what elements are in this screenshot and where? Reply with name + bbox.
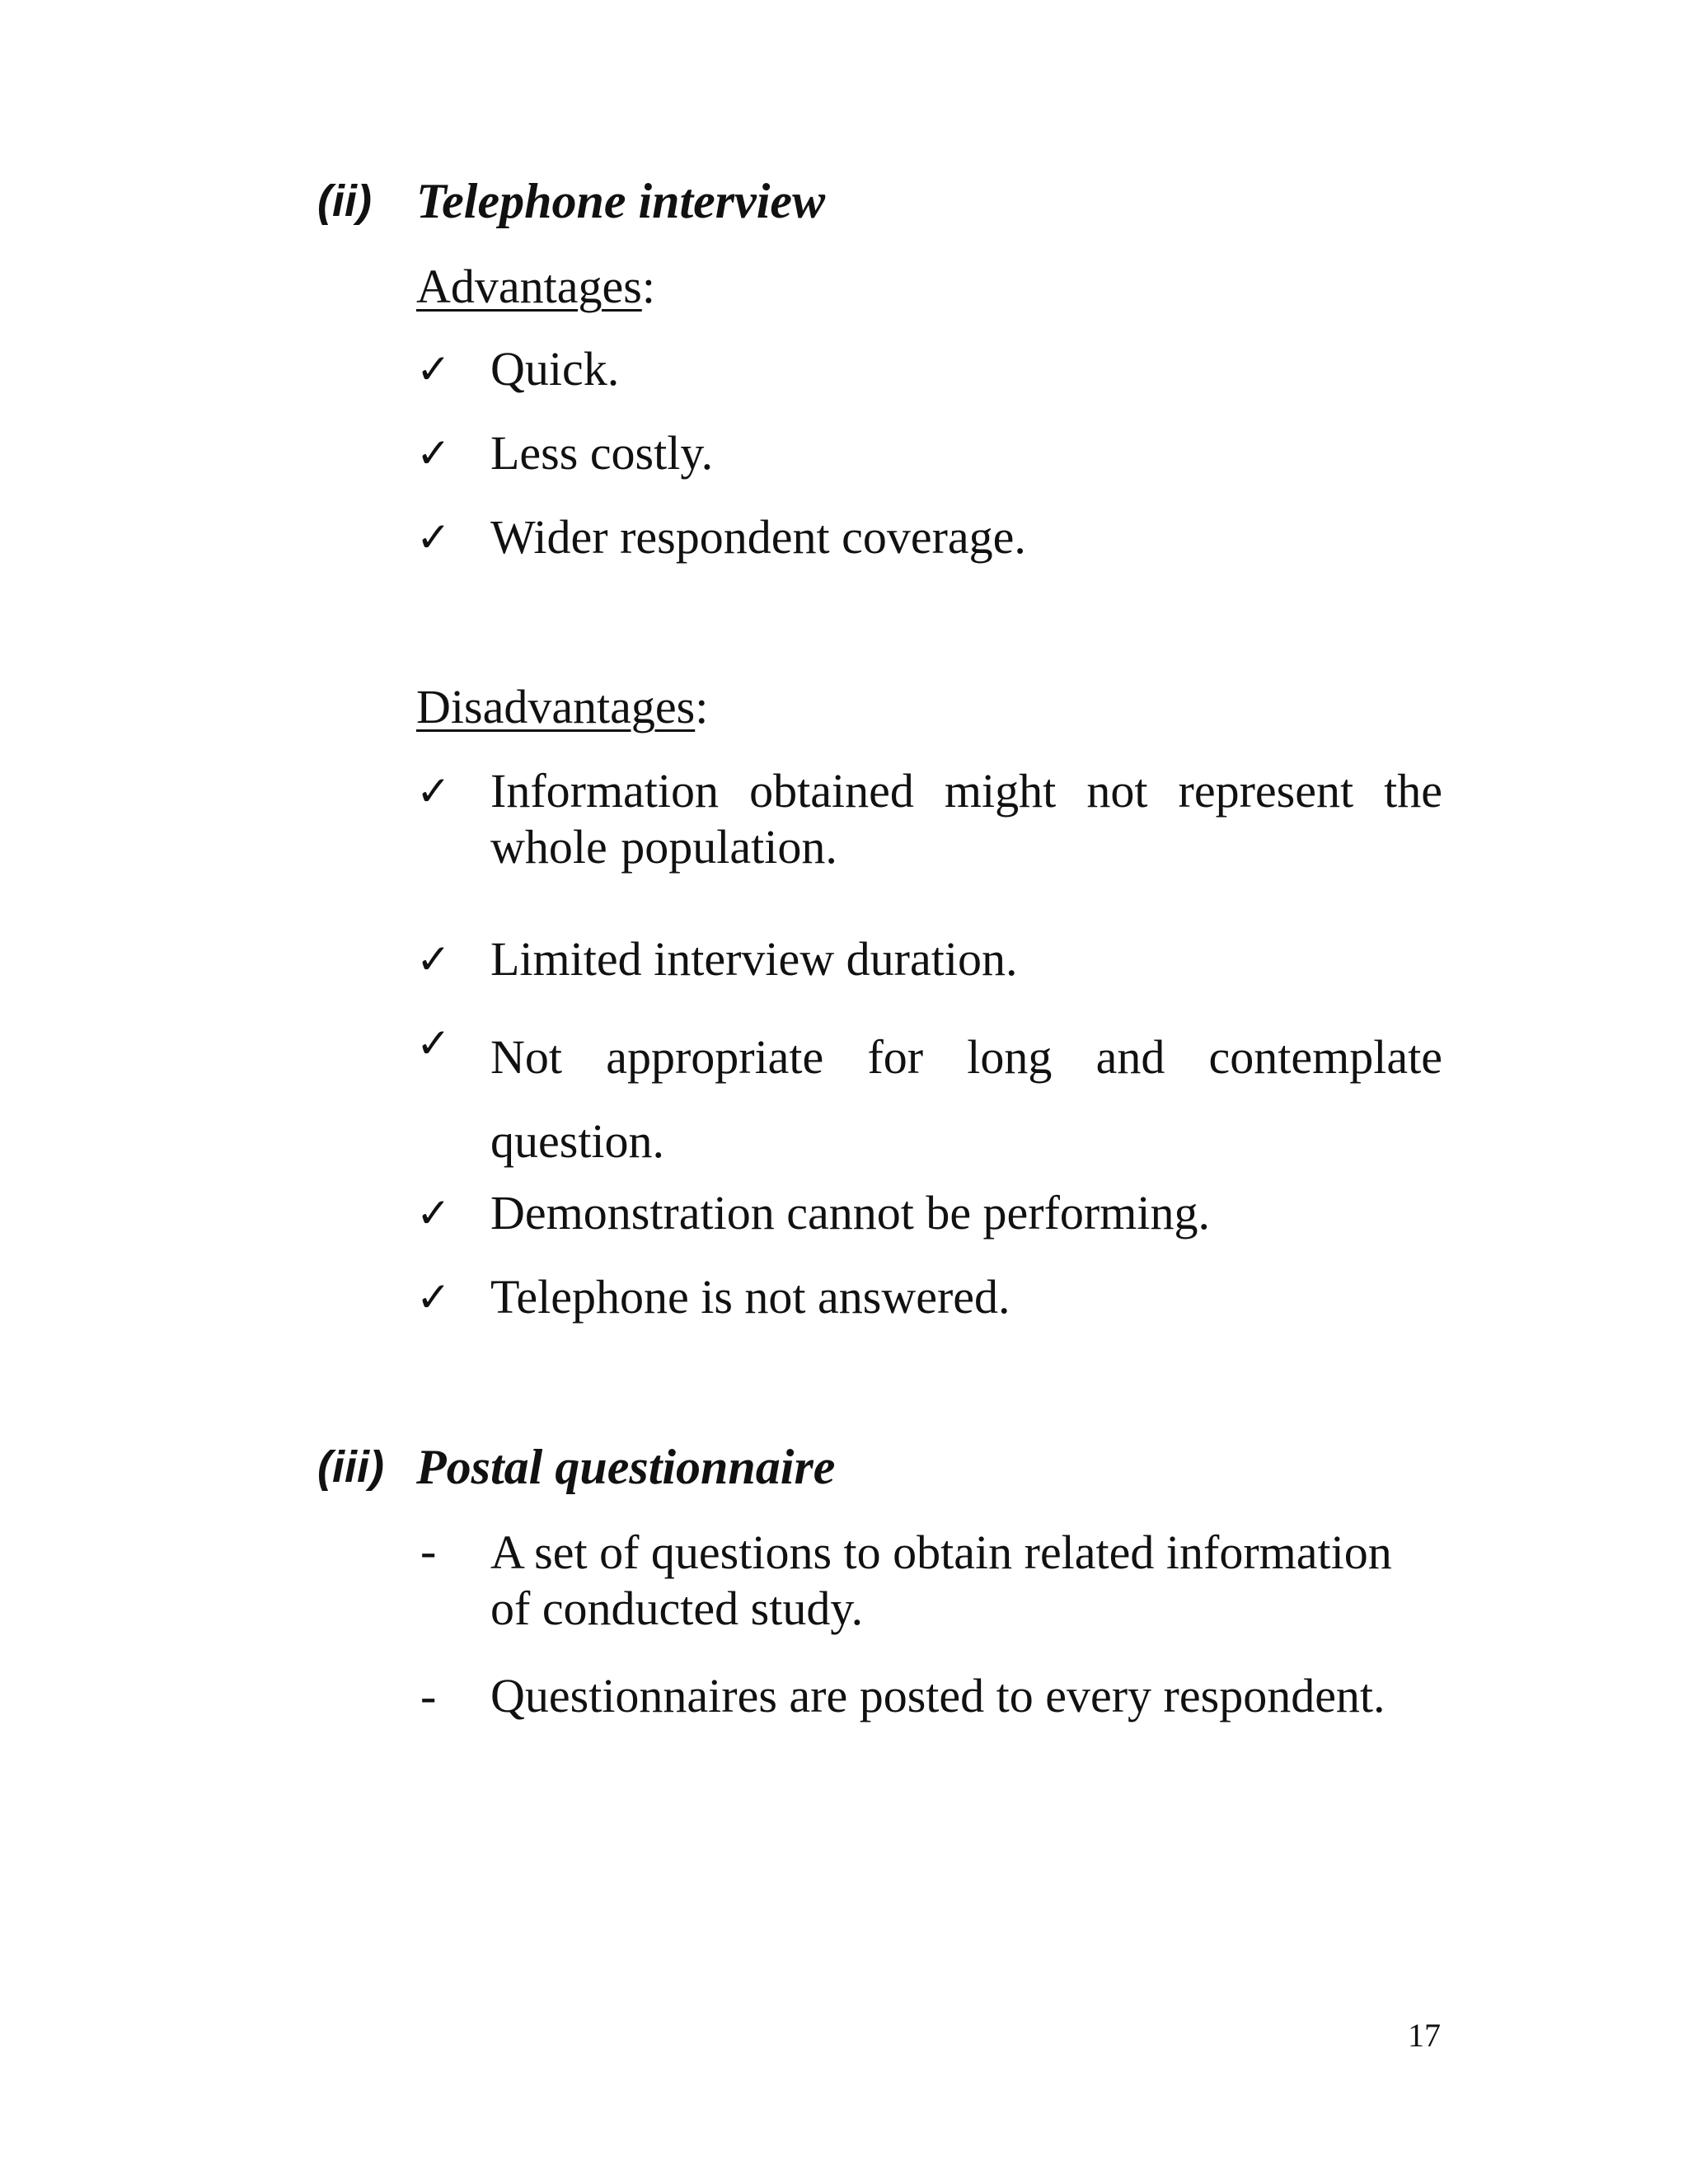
disadvantages-label: Disadvantages [416, 680, 696, 733]
disadvantage-item: Not appropriate for long and contemplate question. [490, 1030, 1442, 1168]
advantages-heading [416, 260, 655, 313]
check-icon: ✓ [416, 513, 451, 561]
disadvantage-item: Information obtained might not represent the whole population. [490, 764, 1442, 874]
page-number: 17 [1408, 2017, 1441, 2054]
advantage-item: Less costly. [490, 426, 714, 480]
check-icon: ✓ [416, 935, 451, 983]
disadvantage-item: Telephone is not answered. [490, 1270, 1010, 1324]
check-icon: ✓ [416, 1019, 451, 1067]
advantage-item: Wider respondent coverage. [490, 510, 1026, 564]
section-number: (iii) [317, 1442, 384, 1492]
check-icon: ✓ [416, 1273, 451, 1321]
disadvantage-item: Limited interview duration. [490, 932, 1018, 986]
dash-bullet-icon: - [420, 1669, 437, 1722]
advantages-label: Advantages [416, 260, 642, 313]
check-icon: ✓ [416, 1189, 451, 1237]
postal-point: Questionnaires are posted to every respondent. [490, 1669, 1386, 1722]
colon: : [695, 680, 709, 733]
check-icon: ✓ [416, 767, 451, 815]
section-title: Postal questionnaire [416, 1440, 836, 1494]
advantage-item: Quick. [490, 342, 620, 396]
check-icon: ✓ [416, 345, 451, 393]
section-title: Telephone interview [416, 174, 826, 228]
postal-point: A set of questions to obtain related information of conducted study. [490, 1526, 1392, 1635]
disadvantage-item: Demonstration cannot be performing. [490, 1186, 1210, 1240]
colon: : [641, 260, 655, 313]
dash-bullet-icon: - [420, 1524, 437, 1577]
check-icon: ✓ [416, 429, 451, 477]
disadvantages-heading [416, 681, 708, 733]
section-number: (ii) [317, 176, 372, 226]
